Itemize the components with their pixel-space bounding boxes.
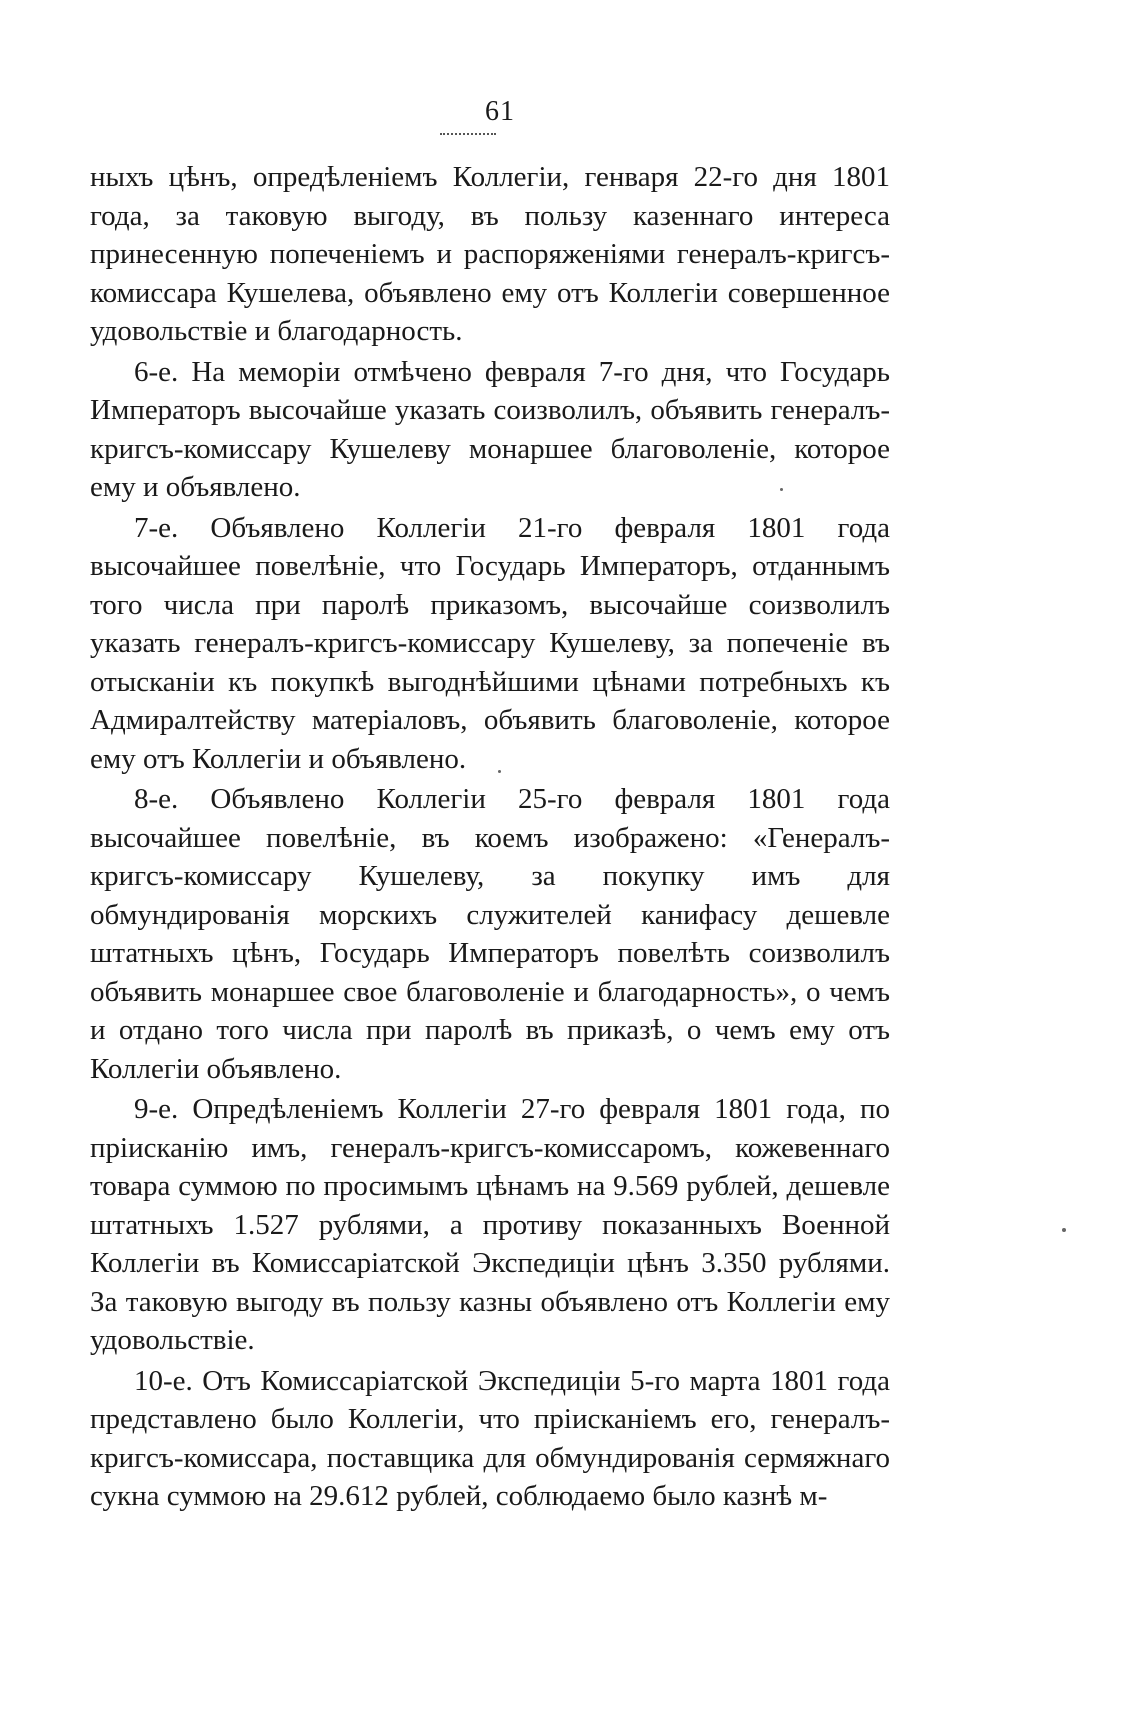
paragraph-item-8: 8-е. Объявлено Коллегіи 25-го февраля 1801 года высочайшее повелѣніе, въ коемъ изображено: «Генералъ-кригсъ-комиссару Кушелеву, за покупку имъ для обмундированія морскихъ служителей канифасу дешевле штатныхъ цѣнъ, Государь Императоръ повелѣть соизволилъ объявить монаршее свое благоволеніе и благодарность», о чемъ и отдано того числа при паролѣ въ приказѣ, о чемъ ему отъ Коллегіи объявлено. (90, 783, 890, 1085)
header-rule (440, 133, 496, 137)
body-text (90, 158, 890, 1518)
paragraph-item-7: 7-е. Объявлено Коллегіи 21-го февраля 1801 года высочайшее повелѣніе, что Государь Императоръ, отданнымъ того числа при паролѣ приказомъ, высочайше соизволилъ указать генералъ-кригсъ-комиссару Кушелеву, за попеченіе въ отысканіи къ покупкѣ выгоднѣйшими цѣнами потребныхъ къ Адмиралтейству матеріаловъ, объявить благоволеніе, которое ему отъ Коллегіи и объявлено. (90, 511, 890, 775)
scan-speck (1062, 1228, 1066, 1232)
paragraph-item-6: 6-е. На меморіи отмѣчено февраля 7-го дня, что Государь Императоръ высочайше указать соизволилъ, объявить генералъ-кригсъ-комиссару Кушелеву монаршее благоволеніе, которое ему и объявлено. (90, 355, 890, 503)
page-number: 61 (485, 96, 515, 127)
paragraph-continued: ныхъ цѣнъ, опредѣленіемъ Коллегіи, генваря 22-го дня 1801 года, за таковую выгоду, въ пользу казеннаго интереса принесенную попеченіемъ и распоряженіями генералъ-кригсъ-комиссара Кушелева, объявлено ему отъ Коллегіи совершенное удовольствіе и благодарность. (90, 161, 890, 347)
paragraph-item-9: 9-е. Опредѣленіемъ Коллегіи 27-го февраля 1801 года, по пріисканію имъ, генералъ-кригсъ-комиссаромъ, кожевеннаго товара суммою по просимымъ цѣнамъ на 9.569 рублей, дешевле штатныхъ 1.527 рублями, а противу показанныхъ Военной Коллегіи въ Комиссаріатской Экспедиціи цѣнъ 3.350 рублями. За таковую выгоду въ пользу казны объявлено отъ Коллегіи ему удовольствіе. (90, 1093, 890, 1356)
paragraph-item-10: 10-е. Отъ Комиссаріатской Экспедиціи 5-го марта 1801 года представлено было Коллегіи, что пріисканіемъ его, генералъ-кригсъ-комиссара, поставщика для обмундированія сермяжнаго сукна суммою на 29.612 рублей, соблюдаемо было казнѣ м- (90, 1364, 890, 1512)
scan-speck (780, 488, 783, 491)
scan-speck (498, 770, 501, 773)
